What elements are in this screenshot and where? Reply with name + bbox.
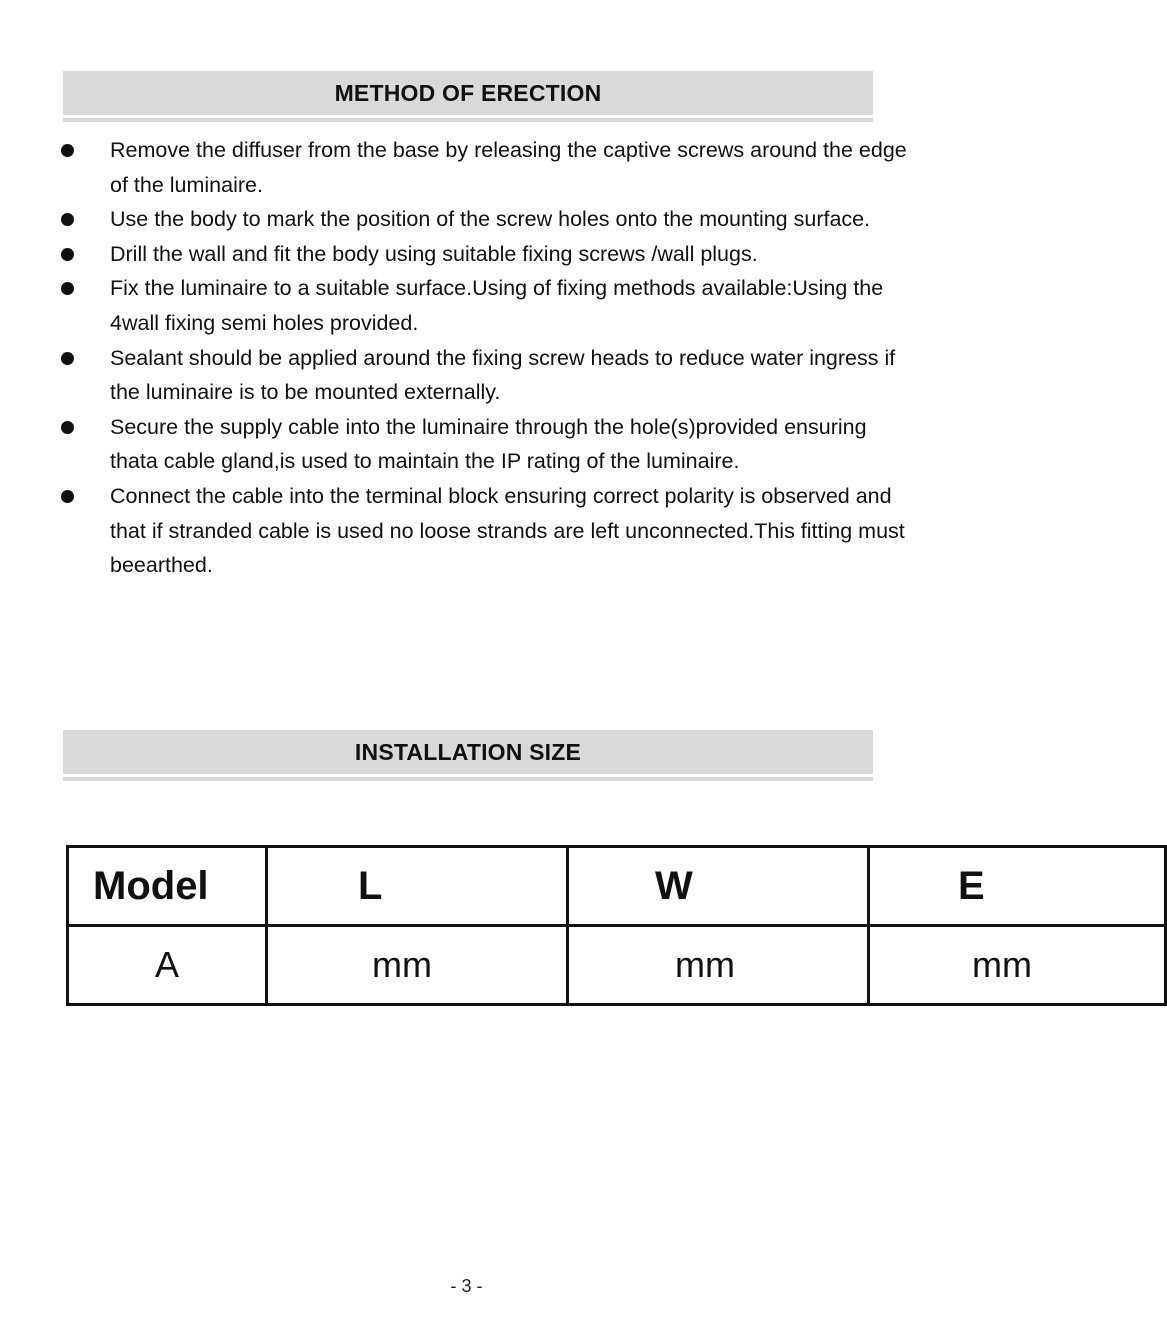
list-item: [0, 202, 933, 237]
step-text: Use the body to mark the position of the screw holes onto the mounting surface.: [110, 207, 871, 232]
table-row: [68, 926, 1166, 1005]
step-text: Secure the supply cable into the luminaire through the hole(s)provided ensuring thata cable gland,is used to maintain the IP rating of the luminaire.: [110, 414, 867, 474]
bullet-icon: [61, 248, 74, 261]
bullet-icon: [61, 213, 74, 226]
bullet-icon: [61, 352, 74, 365]
cell-l: mm: [267, 926, 568, 1005]
installation-size-title: INSTALLATION SIZE: [354, 738, 582, 765]
erection-steps-list: [0, 133, 933, 583]
bullet-icon: [61, 282, 74, 295]
bullet-icon: [61, 421, 74, 434]
list-item: [0, 479, 933, 583]
header-model: Model: [68, 847, 267, 926]
list-item: [0, 410, 933, 479]
table-header-row: [68, 847, 1166, 926]
step-text: Drill the wall and fit the body using suitable fixing screws /wall plugs.: [110, 241, 758, 266]
method-of-erection-header: [63, 71, 873, 118]
page-number: - 3 -: [450, 1276, 483, 1296]
step-text: Fix the luminaire to a suitable surface.Using of fixing methods available:Using the 4wall fixing semi holes provided.: [110, 276, 884, 335]
installation-size-table: [66, 845, 1167, 1006]
step-text: Remove the diffuser from the base by releasing the captive screws around the edge of the luminaire.: [110, 138, 907, 197]
cell-w: mm: [568, 926, 869, 1005]
step-text: Connect the cable into the terminal block ensuring correct polarity is observed and that if stranded cable is used no loose strands are left unconnected.This fitting must beearthed.: [110, 483, 905, 578]
cell-model: A: [68, 926, 267, 1005]
bullet-icon: [61, 144, 74, 157]
list-item: [0, 271, 933, 340]
method-of-erection-title: METHOD OF ERECTION: [334, 79, 602, 106]
list-item: [0, 133, 933, 202]
header-e: E: [869, 847, 1166, 926]
header-l: L: [267, 847, 568, 926]
list-item: [0, 237, 933, 272]
bullet-icon: [61, 490, 74, 503]
installation-size-header: [63, 730, 873, 777]
step-text: Sealant should be applied around the fixing screw heads to reduce water ingress if the luminaire is to be mounted externally.: [110, 345, 896, 405]
header-w: W: [568, 847, 869, 926]
list-item: [0, 341, 933, 410]
cell-e: mm: [869, 926, 1166, 1005]
